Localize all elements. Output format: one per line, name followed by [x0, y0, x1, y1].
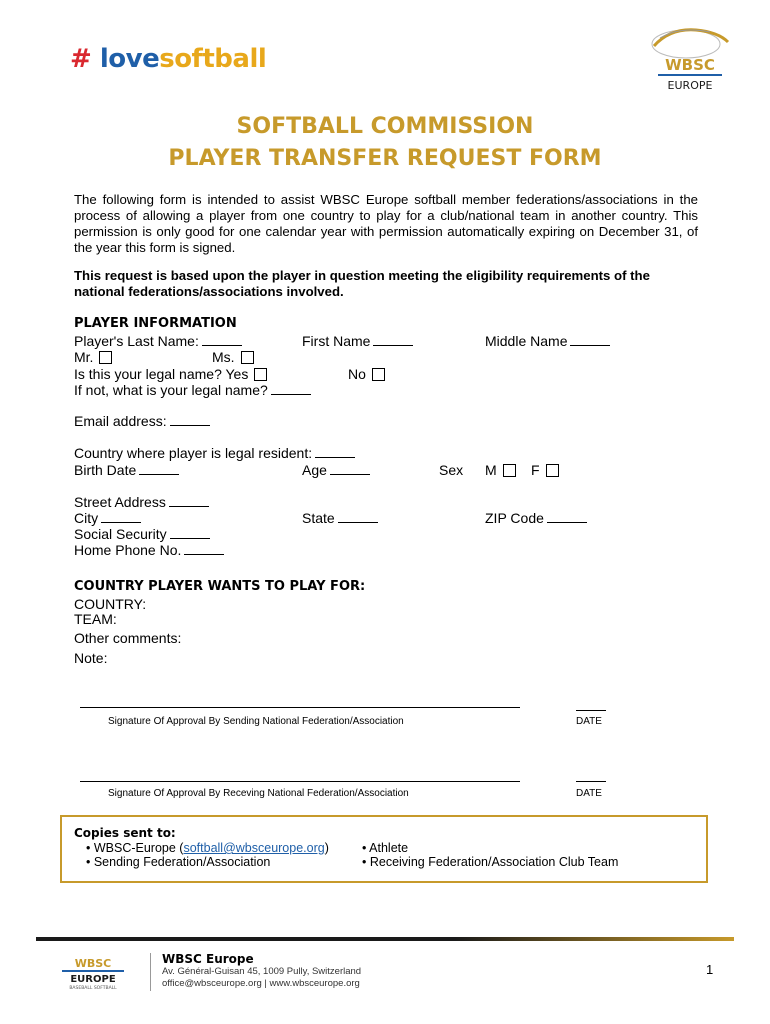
- first-name-label: First Name: [302, 333, 371, 349]
- eligibility-notice: This request is based upon the player in question meeting the eligibility requirements of the national federations/associations involved.: [74, 268, 650, 299]
- middle-name-field[interactable]: [485, 333, 610, 349]
- zip-input[interactable]: [547, 511, 587, 523]
- country-resident-label: Country where player is legal resident:: [74, 445, 313, 461]
- copies-item-wbsc-suffix: ): [324, 841, 329, 855]
- sending-signature-label: Signature Of Approval By Sending National Federation/Association: [108, 716, 404, 727]
- hashtag-logo: [70, 44, 266, 74]
- receiving-date-line[interactable]: [576, 781, 606, 782]
- country-resident-input[interactable]: [315, 446, 355, 458]
- email-input[interactable]: [170, 414, 210, 426]
- legal-name-yes-checkbox[interactable]: [254, 368, 267, 381]
- age-label: Age: [302, 462, 327, 478]
- mr-label: Mr.: [74, 349, 94, 365]
- legal-name-no-label: No: [348, 366, 366, 382]
- title-line-1: SOFTBALL COMMISSION: [236, 114, 534, 139]
- legal-name-input[interactable]: [271, 383, 311, 395]
- hashtag-love: love: [99, 44, 160, 74]
- sending-date-line[interactable]: [576, 710, 606, 711]
- logo-europe-text: EUROPE: [667, 79, 713, 92]
- wbsc-europe-logo-icon: [640, 22, 740, 94]
- city-input[interactable]: [101, 511, 141, 523]
- team-label: TEAM:: [74, 611, 117, 627]
- age-input[interactable]: [330, 463, 370, 475]
- sex-m-label: M: [485, 462, 497, 478]
- sex-f-label: F: [531, 462, 540, 478]
- birth-date-field[interactable]: [74, 462, 179, 478]
- country-resident-field[interactable]: [74, 445, 355, 461]
- softball-email-link[interactable]: softball@wbsceurope.org: [183, 841, 325, 855]
- footer-logo-small: BASEBALL SOFTBALL: [69, 986, 117, 991]
- sex-m-checkbox[interactable]: [503, 464, 516, 477]
- legal-name-field[interactable]: [74, 382, 311, 398]
- legal-name-yes-option[interactable]: [74, 366, 267, 382]
- legal-name-label: If not, what is your legal name?: [74, 382, 268, 398]
- copies-item-wbsc: [86, 841, 329, 855]
- sex-label: Sex: [439, 462, 464, 478]
- street-label: Street Address: [74, 494, 166, 510]
- middle-name-label: Middle Name: [485, 333, 568, 349]
- street-input[interactable]: [169, 495, 209, 507]
- home-phone-input[interactable]: [184, 543, 224, 555]
- last-name-label: Player's Last Name:: [74, 333, 199, 349]
- sex-f-option[interactable]: [531, 462, 559, 478]
- mr-option[interactable]: [74, 349, 112, 365]
- email-label: Email address:: [74, 413, 167, 429]
- email-field[interactable]: [74, 413, 210, 429]
- copies-item-wbsc-prefix: • WBSC-Europe (: [86, 841, 184, 855]
- ms-checkbox[interactable]: [241, 351, 254, 364]
- birth-date-input[interactable]: [139, 463, 179, 475]
- footer-address: Av. Général-Guisan 45, 1009 Pully, Switzerland: [162, 966, 362, 977]
- state-label: State: [302, 510, 335, 526]
- footer-logo-icon: [52, 955, 134, 991]
- hashtag-symbol: #: [70, 44, 92, 74]
- note-label: Note:: [74, 650, 108, 666]
- social-security-field[interactable]: [74, 526, 210, 542]
- player-information-heading: PLAYER INFORMATION: [74, 316, 237, 331]
- ms-label: Ms.: [212, 349, 235, 365]
- intro-paragraph: The following form is intended to assist WBSC Europe softball member federations/associations in the process of allowing a player from one country to play for a club/national team in another country. This permission is only good for one calendar year with permission automatically expiring on December 31, of the year this form is signed.: [74, 192, 698, 255]
- sending-signature-line[interactable]: [80, 707, 520, 708]
- zip-label: ZIP Code: [485, 510, 544, 526]
- hashtag-softball: softball: [159, 44, 267, 74]
- ms-option[interactable]: [212, 349, 254, 365]
- country-section-heading: COUNTRY PLAYER WANTS TO PLAY FOR:: [74, 579, 366, 594]
- receiving-date-label: DATE: [576, 788, 602, 799]
- copies-item-athlete: • Athlete: [362, 841, 409, 855]
- logo-wbsc-text: WBSC: [665, 56, 715, 74]
- last-name-input[interactable]: [202, 334, 242, 346]
- city-field[interactable]: [74, 510, 141, 526]
- home-phone-field[interactable]: [74, 542, 224, 558]
- state-field[interactable]: [302, 510, 378, 526]
- social-security-input[interactable]: [170, 527, 210, 539]
- state-input[interactable]: [338, 511, 378, 523]
- receiving-signature-label: Signature Of Approval By Receving National Federation/Association: [108, 788, 409, 799]
- other-comments-label: Other comments:: [74, 630, 182, 646]
- footer-divider: [36, 937, 734, 941]
- legal-name-question: Is this your legal name? Yes: [74, 366, 249, 382]
- footer-separator: [150, 953, 151, 991]
- receiving-signature-line[interactable]: [80, 781, 520, 782]
- sex-f-checkbox[interactable]: [546, 464, 559, 477]
- home-phone-label: Home Phone No.: [74, 542, 182, 558]
- copies-item-receiving: • Receiving Federation/Association Club Team: [362, 855, 619, 869]
- copies-item-sending: • Sending Federation/Association: [86, 855, 271, 869]
- title-line-2: PLAYER TRANSFER REQUEST FORM: [168, 146, 602, 171]
- birth-date-label: Birth Date: [74, 462, 137, 478]
- legal-name-no-checkbox[interactable]: [372, 368, 385, 381]
- first-name-input[interactable]: [373, 334, 413, 346]
- street-field[interactable]: [74, 494, 209, 510]
- social-security-label: Social Security: [74, 526, 167, 542]
- footer-org-name: WBSC Europe: [162, 952, 254, 966]
- footer-logo-europe: EUROPE: [70, 974, 116, 985]
- zip-field[interactable]: [485, 510, 587, 526]
- city-label: City: [74, 510, 99, 526]
- sending-date-label: DATE: [576, 716, 602, 727]
- last-name-field[interactable]: [74, 333, 242, 349]
- footer-logo-wbsc: WBSC: [74, 957, 112, 970]
- first-name-field[interactable]: [302, 333, 413, 349]
- age-field[interactable]: [302, 462, 370, 478]
- country-label: COUNTRY:: [74, 596, 147, 612]
- copies-title: Copies sent to:: [74, 826, 176, 840]
- page-number: 1: [706, 962, 714, 977]
- footer-contact: office@wbsceurope.org | www.wbsceurope.org: [162, 978, 360, 989]
- middle-name-input[interactable]: [570, 334, 610, 346]
- legal-name-no-option[interactable]: [348, 366, 385, 382]
- sex-m-option[interactable]: [485, 462, 516, 478]
- mr-checkbox[interactable]: [99, 351, 112, 364]
